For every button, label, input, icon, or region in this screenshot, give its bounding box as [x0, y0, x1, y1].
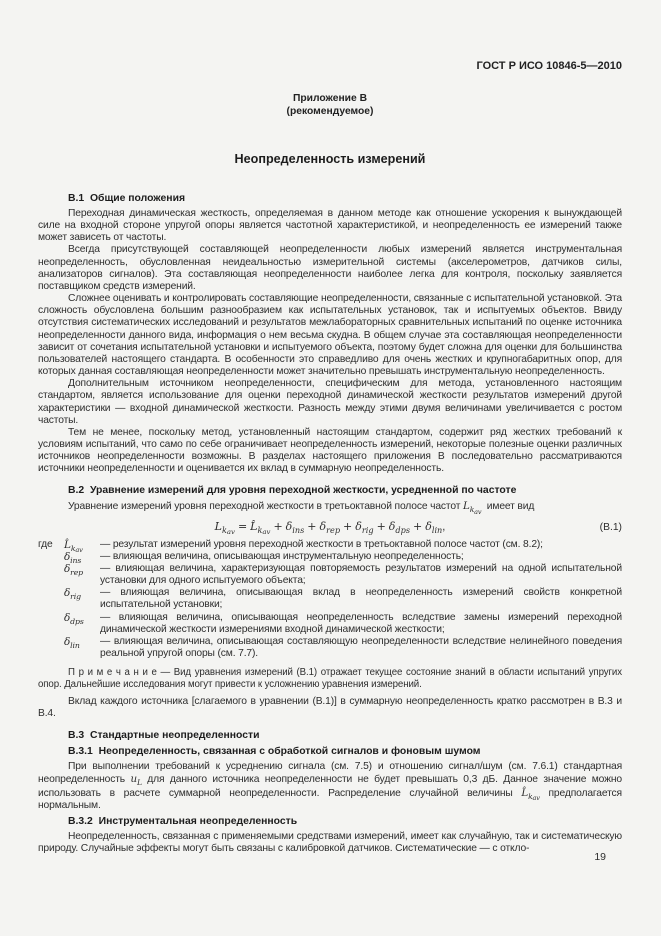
- definition-row: [38, 563, 622, 587]
- where-label: где: [38, 538, 53, 550]
- comma: ,: [442, 520, 446, 533]
- definition-row: [38, 612, 622, 636]
- doc-code: ГОСТ Р ИСО 10846-5—2010: [476, 60, 622, 72]
- note: П р и м е ч а н и е — Вид уравнения измерений (В.1) отражает текущее состояние знаний в области испытаний упругих опор. Дальнейшие исследования могут привести к усложнению уравнения измерений.: [38, 667, 622, 690]
- definition-text: — влияющая величина, характеризующая повторяемость результатов измерений на одной испытательной установки для одного испытуемого объекта;: [100, 562, 622, 587]
- paragraph: Вклад каждого источника [слагаемого в уравнении (В.1)] в суммарную неопределенность кратко рассмотрен в В.3 и В.4.: [38, 695, 622, 720]
- math-symbol: $\delta_{rig}$: [64, 587, 81, 602]
- appendix-label: Приложение В: [292, 93, 368, 104]
- math-delta-rig: $\delta_{rig}$: [355, 519, 374, 535]
- equals-sign: =: [237, 519, 248, 533]
- paragraph: Сложнее оценивать и контролировать составляющие неопределенности, связанные с испытательной установкой. Эта сложность обусловлена большим разнообразием как испытательных установок, так и испытуемых объектов. Ввиду отсутствия систематических исследований и результатов межлабораторных сравнительных испытаний по оценке источника неопределенности данного вида, информация о нем весьма скудна. В общем случае эта составляющая неопределенности зависит от сочетания испытательной установки и испытуемого объекта, поэтому будет сложна для оценки для большинства пользователей настоящего стандарта. В особенности это справедливо для очень жестких и крупногабаритных опор, для которых данная составляющая неопределенности может значительно превышать инструментальную неопределенность.: [38, 293, 622, 378]
- plus-sign: +: [376, 519, 386, 533]
- definition-text: — влияющая величина, описывающая неопределенность вследствие замены измерений переходной динамической жесткости измерениями входной динамической жесткости;: [100, 611, 622, 635]
- section-heading-b1: В.1 Общие положения: [68, 193, 186, 204]
- definition-text: — влияющая величина, описывающая составляющую неопределенности вследствие нелинейного поведения реальной упругой опоры (см. 7.7).: [100, 635, 622, 659]
- math-delta-ins: $\delta_{ins}$: [285, 519, 305, 535]
- plus-sign: +: [307, 519, 317, 533]
- paragraph: Неопределенность, связанная с применяемыми средствами измерений, имеет как случайную, так и систематическую природу. Случайные эффекты могут быть связаны с калибровкой датчиков. Систематические — с откло-: [38, 830, 622, 855]
- paragraph: Переходная динамическая жесткость, определяемая в данном методе как отношение ускорения к вынуждающей силе на входной стороне упругой опоры является частотной характеристикой, и неопределенность ее измерений также может зависеть от частоты.: [38, 208, 622, 244]
- paragraph: Дополнительным источником неопределенности, специфическим для метода, установленного настоящим стандартом, является использование для оценки переходной динамической жесткости результатов измерений другой характеристики — входной динамической жесткости. Разность между этими двумя величинами увеличивается с ростом частоты.: [38, 378, 622, 426]
- appendix-kind: (рекомендуемое): [286, 106, 374, 117]
- paragraph: Всегда присутствующей составляющей неопределенности любых измерений является инструментальная неопределенность, обусловленная неидеальностью измерительной системы (акселерометров, датчиков силы, анализаторов сигналов). Эта составляющая неопределенности наиболее легка для контроля, поскольку заявляется поставщиком средств измерений.: [38, 244, 622, 292]
- math-L-kav: $L_{kav}$: [463, 500, 482, 516]
- definition-text: — результат измерений уровня переходной жесткости в третьоктавной полосе частот (см. 8.2);: [100, 538, 543, 550]
- definition-row: [38, 587, 622, 611]
- formula-intro-text: Уравнение измерений уровня переходной жесткости в третьоктавной полосе частот: [68, 501, 463, 513]
- math-delta-rep: $\delta_{rep}$: [319, 519, 341, 535]
- math-estimate: $L̂_{kav}$: [250, 519, 271, 537]
- section-heading-b2: В.2 Уравнение измерений для уровня переходной жесткости, усредненной по частоте: [68, 485, 517, 497]
- math-symbol: $L̂_{kav}$: [64, 538, 83, 555]
- math-delta-lin: $\delta_{lin}$: [425, 519, 443, 535]
- math-symbol: $\delta_{lin}$: [64, 635, 80, 650]
- plus-sign: +: [273, 519, 283, 533]
- math-L-kav: $L̂_{kav}$: [521, 786, 540, 803]
- definition-row: [38, 538, 622, 555]
- appendix-block: [38, 92, 622, 118]
- formula-number: (В.1): [599, 521, 622, 533]
- formula-intro-text: имеет вид: [481, 501, 535, 513]
- math-symbol: $\delta_{rep}$: [64, 562, 84, 577]
- definition-text: — влияющая величина, описывающая вклад в неопределенность измерений свойств конкретной испытательной установки;: [100, 587, 622, 611]
- page-number: 19: [594, 851, 606, 863]
- definition-row: [38, 551, 622, 563]
- definition-row: [38, 636, 622, 660]
- plus-sign: +: [413, 519, 423, 533]
- math-lhs: $L_{kav}$: [214, 519, 235, 537]
- definition-text: — влияющая величина, описывающая инструментальную неопределенность;: [100, 550, 464, 562]
- paragraph: Тем не менее, поскольку метод, установленный настоящим стандартом, содержит ряд жестких требований к условиям испытаний, что само по себе ограничивает неопределенность измерений, некоторые полезные оценки различных источников неопределенности возможны. В разделах настоящего приложения В последовательно рассматриваются источники неопределенности и оценивается их вклад в суммарную неопределенность.: [38, 426, 622, 475]
- page-title: Неопределенность измерений: [234, 152, 426, 166]
- math-u-L: $u_L$: [130, 773, 142, 788]
- paragraph: При выполнении требований к усреднению сигнала (см. 7.5) и отношению сигнал/шум (см. 7.6.1) стандартная неопределенность $u_L$ для данного источника неопределенности не будет превышать 0,3 дБ. Данное значение можно использовать в расчете суммарной неопределенности. Распределение случайной величины $L̂_{kav}$ предполагается нормальным.: [38, 761, 622, 811]
- section-heading-b32: В.3.2 Инструментальная неопределенность: [68, 815, 298, 827]
- math-symbol: $\delta_{ins}$: [64, 550, 82, 565]
- section-heading-b3: В.3 Стандартные неопределенности: [68, 730, 260, 742]
- formula-intro: [38, 500, 622, 516]
- plus-sign: +: [343, 519, 353, 533]
- section-heading-b31: В.3.1 Неопределенность, связанная с обработкой сигналов и фоновым шумом: [68, 746, 481, 758]
- math-symbol: $\delta_{dps}$: [64, 611, 84, 626]
- formula-b1: [38, 519, 622, 535]
- math-delta-dps: $\delta_{dps}$: [388, 519, 410, 535]
